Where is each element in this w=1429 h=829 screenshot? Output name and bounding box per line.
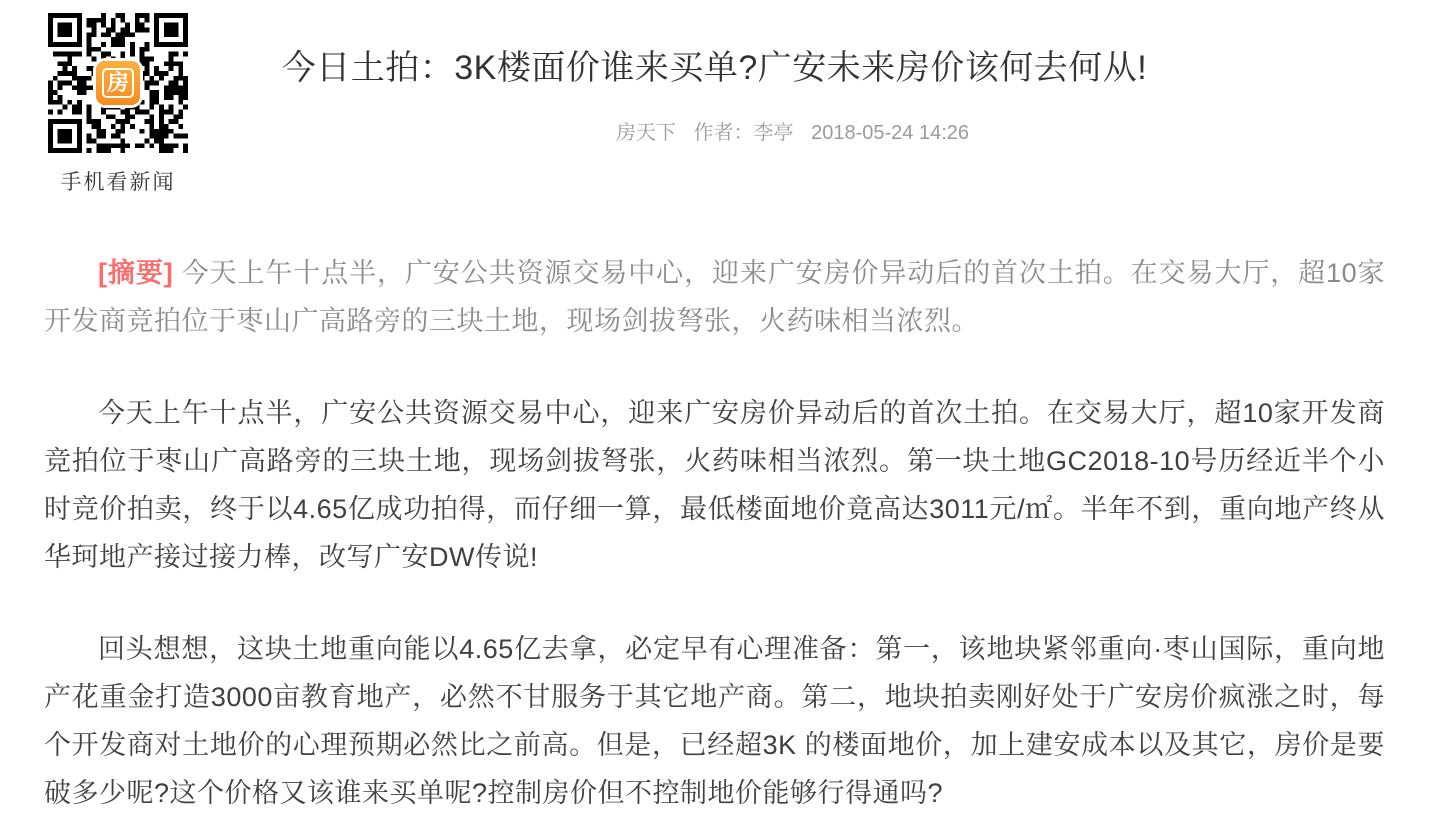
article-body <box>0 249 1429 817</box>
article-header <box>0 0 1429 145</box>
byline <box>78 116 1429 145</box>
fang-logo-icon <box>96 61 140 105</box>
abstract-tag: [摘要] <box>98 258 174 288</box>
abstract-text: 今天上午十点半，广安公共资源交易中心，迎来广安房价异动后的首次土拍。在交易大厅，超10家开发商竞拍位于枣山广高路旁的三块土地，现场剑拔弩张，火药味相当浓烈。 <box>44 258 1386 336</box>
fang-logo-glyph: 房 <box>102 68 134 98</box>
author-label: 作者：李亭 <box>693 122 794 144</box>
qr-block <box>48 13 188 196</box>
abstract-paragraph <box>44 249 1385 345</box>
body-paragraph-2: 回头想想，这块土地重向能以4.65亿去拿，必定早有心理准备：第一，该地块紧邻重向·枣山国际，重向地产花重金打造3000亩教育地产，必然不甘服务于其它地产商。第二，地块拍卖刚好处于广安房价疯涨之时，每个开发商对土地价的心理预期必然比之前高。但是，已经超3K 的楼面地价，加上建安成本以及其它，房价是要破多少呢?这个价格又该谁来买单呢?控制房价但不控制地价能够行得通吗? <box>44 634 1385 808</box>
publish-date: 2018-05-24 14:26 <box>811 122 970 144</box>
source-name[interactable]: 房天下 <box>615 122 676 144</box>
qr-caption: 手机看新闻 <box>60 171 176 194</box>
body-paragraph-1: 今天上午十点半，广安公共资源交易中心，迎来广安房价异动后的首次土拍。在交易大厅，超10家开发商竞拍位于枣山广高路旁的三块土地，现场剑拔弩张，火药味相当浓烈。第一块土地GC2018-10号历经近半个小时竞价拍卖，终于以4.65亿成功拍得，而仔细一算，最低楼面地价竟高达3011元/㎡。半年不到，重向地产终从华珂地产接过接力棒，改写广安DW传说! <box>44 398 1385 572</box>
article-title: 今日土拍：3K楼面价谁来买单?广安未来房价该何去何从! <box>281 49 1148 87</box>
